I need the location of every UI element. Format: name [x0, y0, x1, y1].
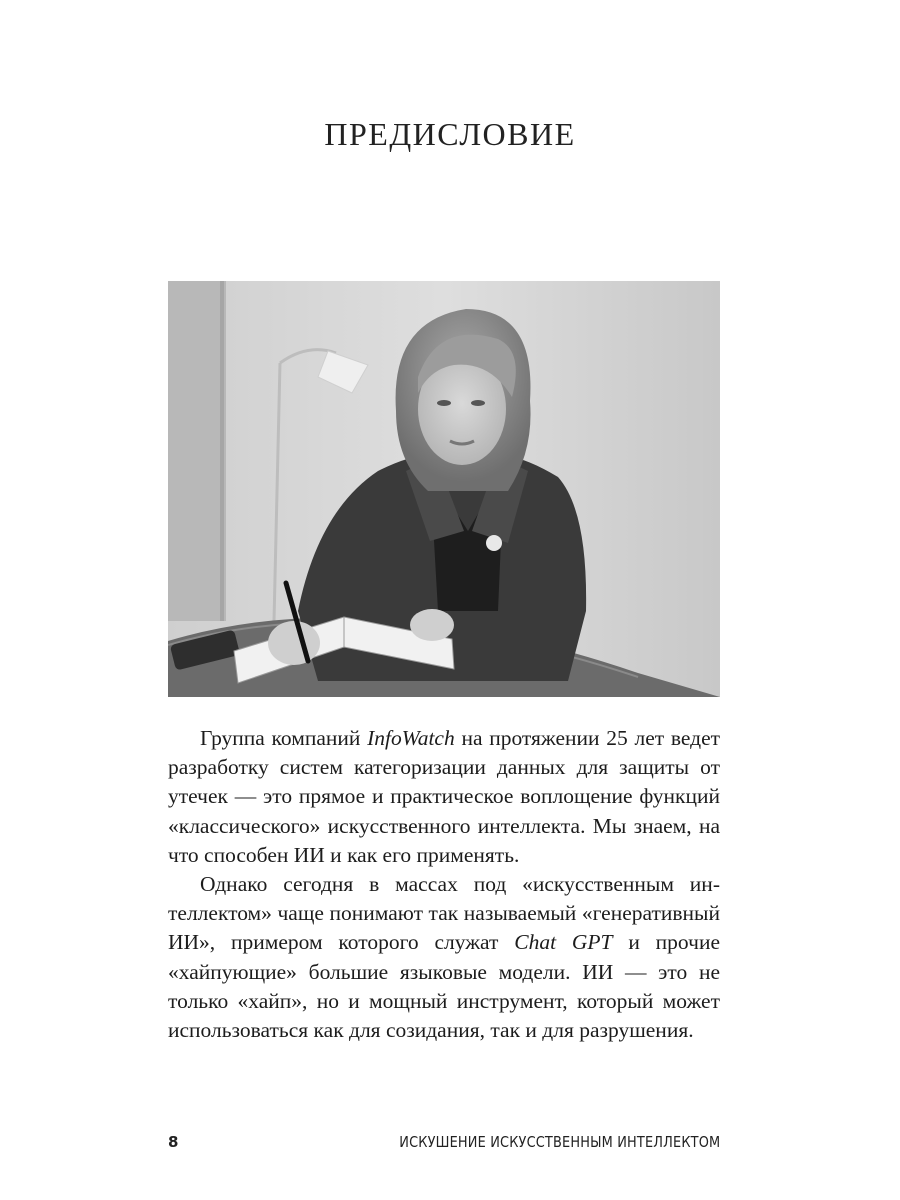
product-name: Chat GPT: [514, 930, 613, 955]
author-photo: [168, 281, 720, 697]
company-name: InfoWatch: [367, 726, 455, 750]
portrait-photo-icon: [168, 281, 720, 697]
running-title: ИСКУШЕНИЕ ИСКУССТВЕННЫМ ИНТЕЛЛЕКТОМ: [398, 1133, 720, 1151]
paragraph-text: на протяжении 25 лет ведет разработку систем категоризации данных для защиты от утечек — это прямое и практическое воплощение функций «классического» искусственного интеллекта. Мы знаем, на что способен ИИ и как его применять.: [168, 726, 721, 867]
paragraph: [168, 870, 720, 1045]
page-number: 8: [168, 1133, 179, 1151]
paragraph-text: Однако сегодня в массах под «искусственным интеллектом» чаще понимают так называемый «генеративный ИИ», примером которого служат: [168, 872, 720, 955]
body-text: [168, 724, 720, 1045]
paragraph: [168, 724, 720, 870]
chapter-title: ПРЕДИСЛОВИЕ: [324, 116, 576, 152]
page-footer: [168, 1133, 720, 1157]
paragraph-text: и прочие «хайпующие» большие языковые модели. ИИ — это не только «хайп», но и мощный инструмент, который может использоваться как для созидания, так и для разрушения.: [168, 930, 720, 1043]
paragraph-text: Группа компаний: [200, 726, 368, 750]
